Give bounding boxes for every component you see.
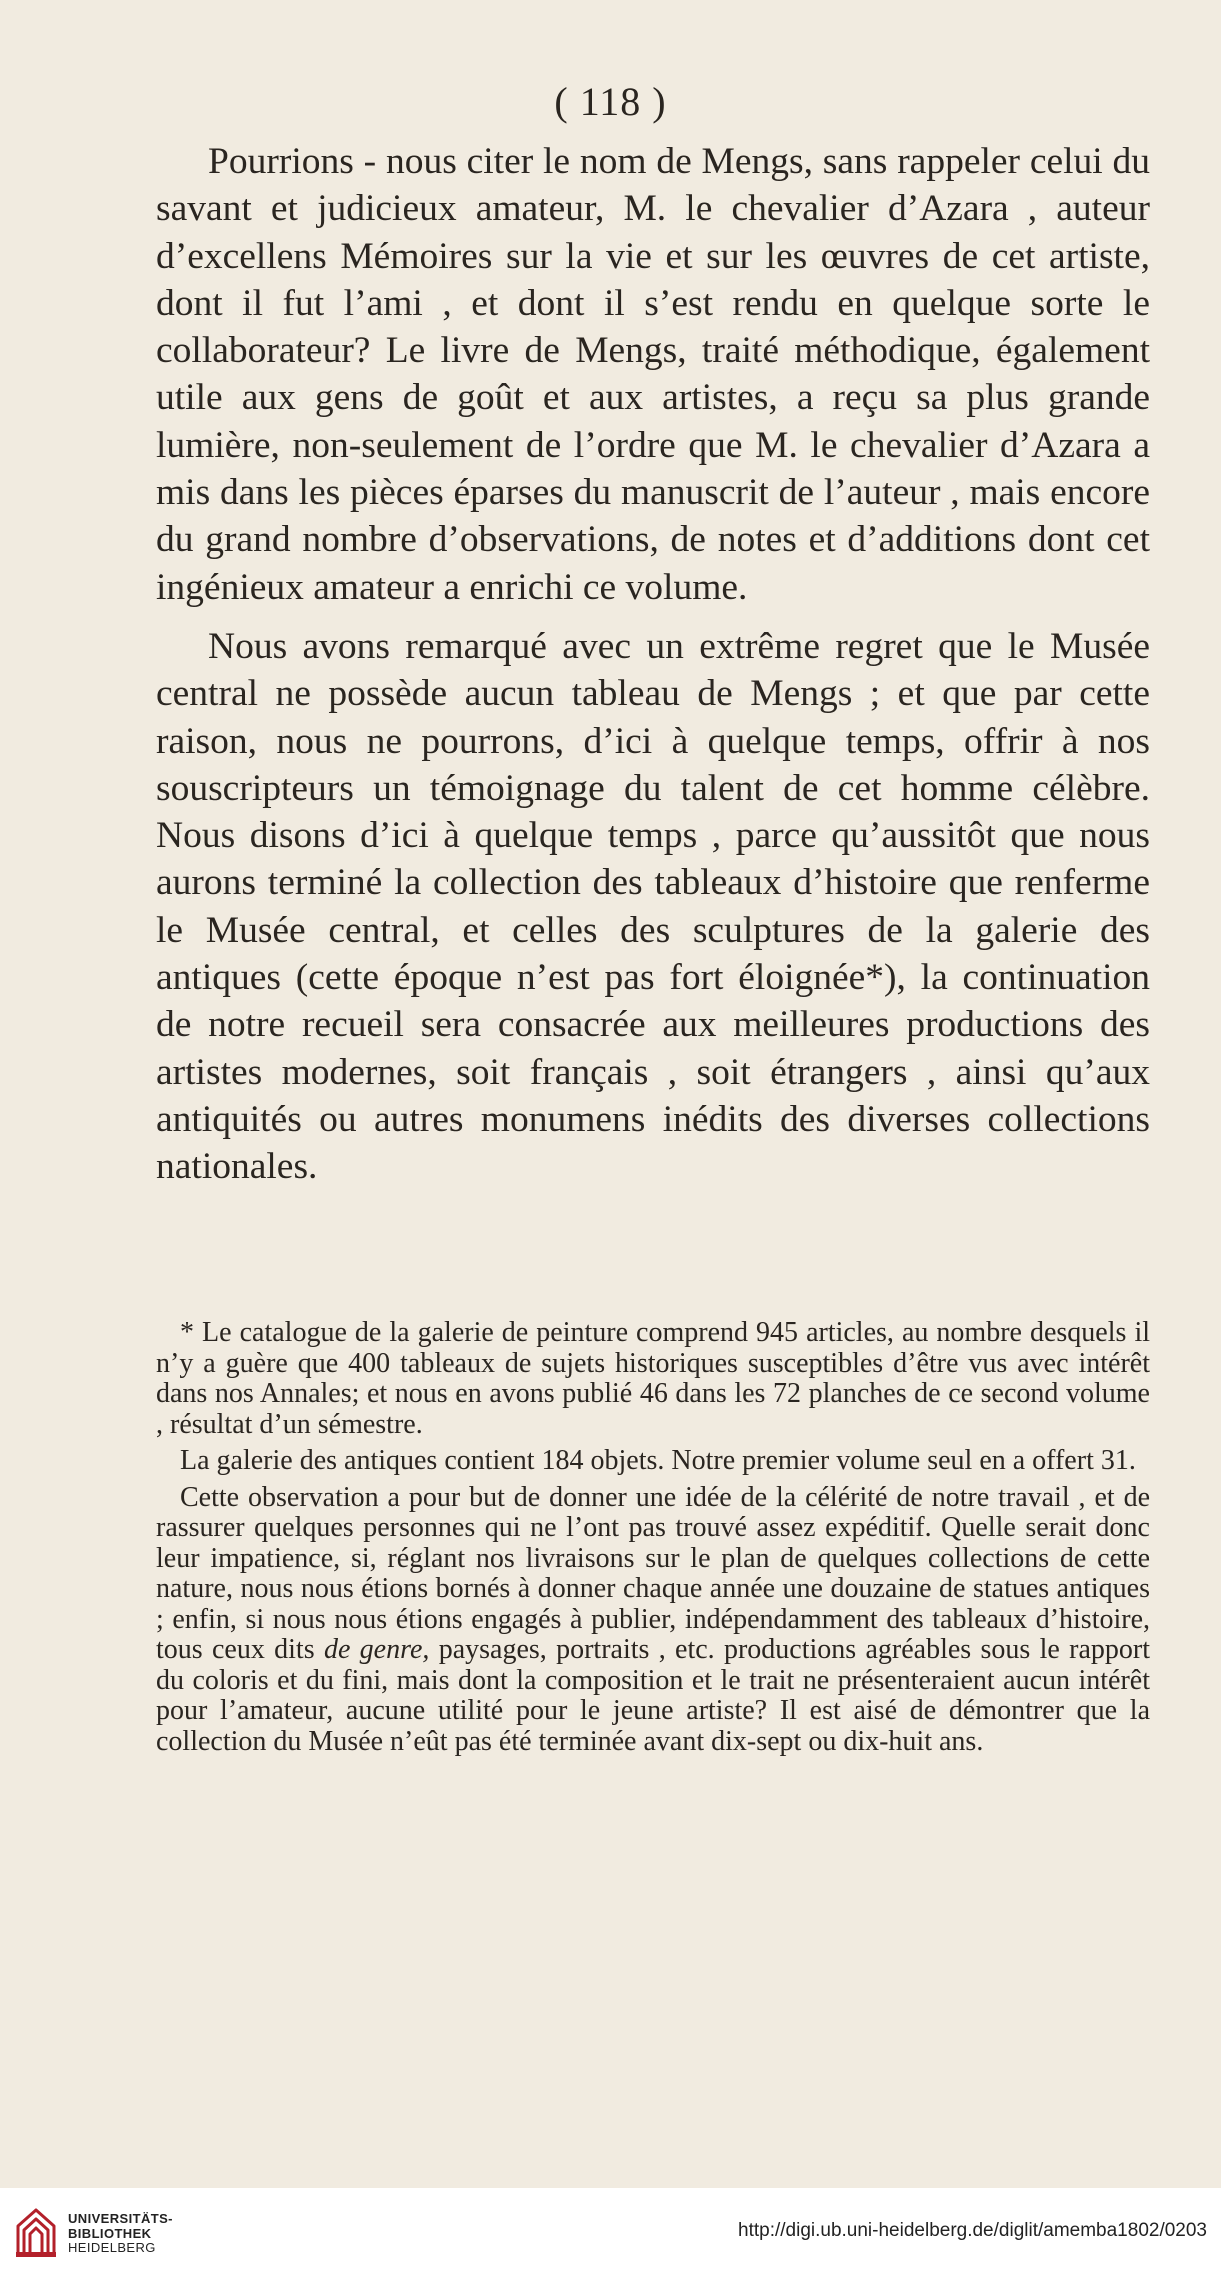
- page-number: ( 118 ): [554, 79, 667, 124]
- institution-name: [68, 2212, 173, 2256]
- footnote-paragraph: La galerie des antiques contient 184 objets. Notre premier volume seul en a offert 31.: [180, 1445, 1136, 1476]
- institution-line: HEIDELBERG: [68, 2240, 156, 2255]
- footnote-paragraph: [156, 1483, 1150, 1758]
- footer-bar: [0, 2188, 1221, 2279]
- footnote-paragraph: * Le catalogue de la galerie de peinture comprend 945 articles, au nombre desquels il n’y a guère que 400 tableaux de sujets historiques susceptibles d’être vus avec intérêt dans nos Annales; et nous en avons publié 46 dans les 72 planches de ce second volume , résultat d’un sémestre.: [156, 1317, 1150, 1440]
- footnote-emphasis: de genre,: [323, 1634, 430, 1665]
- main-text: [156, 138, 1150, 1191]
- institution-line: UNIVERSITÄTS-: [68, 2211, 173, 2226]
- footnote-text-run: Cette observation a pour but de donner une idée de la célérité de notre travail , et de rassurer quelques personnes qui ne l’ont pas trouvé assez expéditif. Quelle serait donc leur impatience, si, réglant nos livraisons sur le plan de quelques collections de cette nature, nous nous étions bornés à donner chaque année une douzaine de statues antiques ; enfin, si nous nous étions engagés à publier, indépendamment des tableaux d’histoire, tous ceux dits: [156, 1481, 1150, 1665]
- footnote-text-run: paysages, portraits , etc. productions agréables sous le rapport du coloris et du fini, mais dont la composition et le trait ne présenteraient aucun intérêt pour l’amateur, aucune utilité pour le jeune artiste? Il est aisé de démontrer que la collection du Musée n’eût pas été terminée avant dix-sept ou dix-huit ans.: [156, 1634, 1150, 1757]
- university-library-logo-icon: [14, 2204, 58, 2260]
- paragraph: Nous avons remarqué avec un extrême regret que le Musée central ne possède aucun tableau de Mengs ; et que par cette raison, nous ne pourrons, d’ici à quelque temps, offrir à nos souscripteurs un témoignage du talent de cet homme célèbre. Nous disons d’ici à quelque temps , parce qu’aussitôt que nous aurons terminé la collection des tableaux d’histoire que renferme le Musée central, et celles des sculptures de la galerie des antiques (cette époque n’est pas fort éloignée*), la continuation de notre recueil sera consacrée aux meilleures productions des artistes modernes, soit français , soit étrangers , ainsi qu’aux antiquités ou autres monumens inédits des diverses collections nationales.: [156, 625, 1150, 1188]
- paragraph: Pourrions - nous citer le nom de Mengs, sans rappeler celui du savant et judicieux amateur, M. le chevalier d’Azara , auteur d’excellens Mémoires sur la vie et sur les œuvres de cet artiste, dont il fut l’ami , et dont il s’est rendu en quelque sorte le collaborateur? Le livre de Mengs, traité méthodique, également utile aux gens de goût et aux artistes, a reçu sa plus grande lumière, non-seulement de l’ordre que M. le chevalier d’Azara a mis dans les pièces éparses du manuscrit de l’auteur , mais encore du grand nombre d’observations, de notes et d’additions dont cet ingénieux amateur a enrichi ce volume.: [156, 141, 1150, 608]
- footnote: [156, 1318, 1150, 1757]
- institution-line: BIBLIOTHEK: [68, 2225, 152, 2241]
- source-url-link[interactable]: http://digi.ub.uni-heidelberg.de/diglit/amemba1802/0203: [738, 2220, 1207, 2241]
